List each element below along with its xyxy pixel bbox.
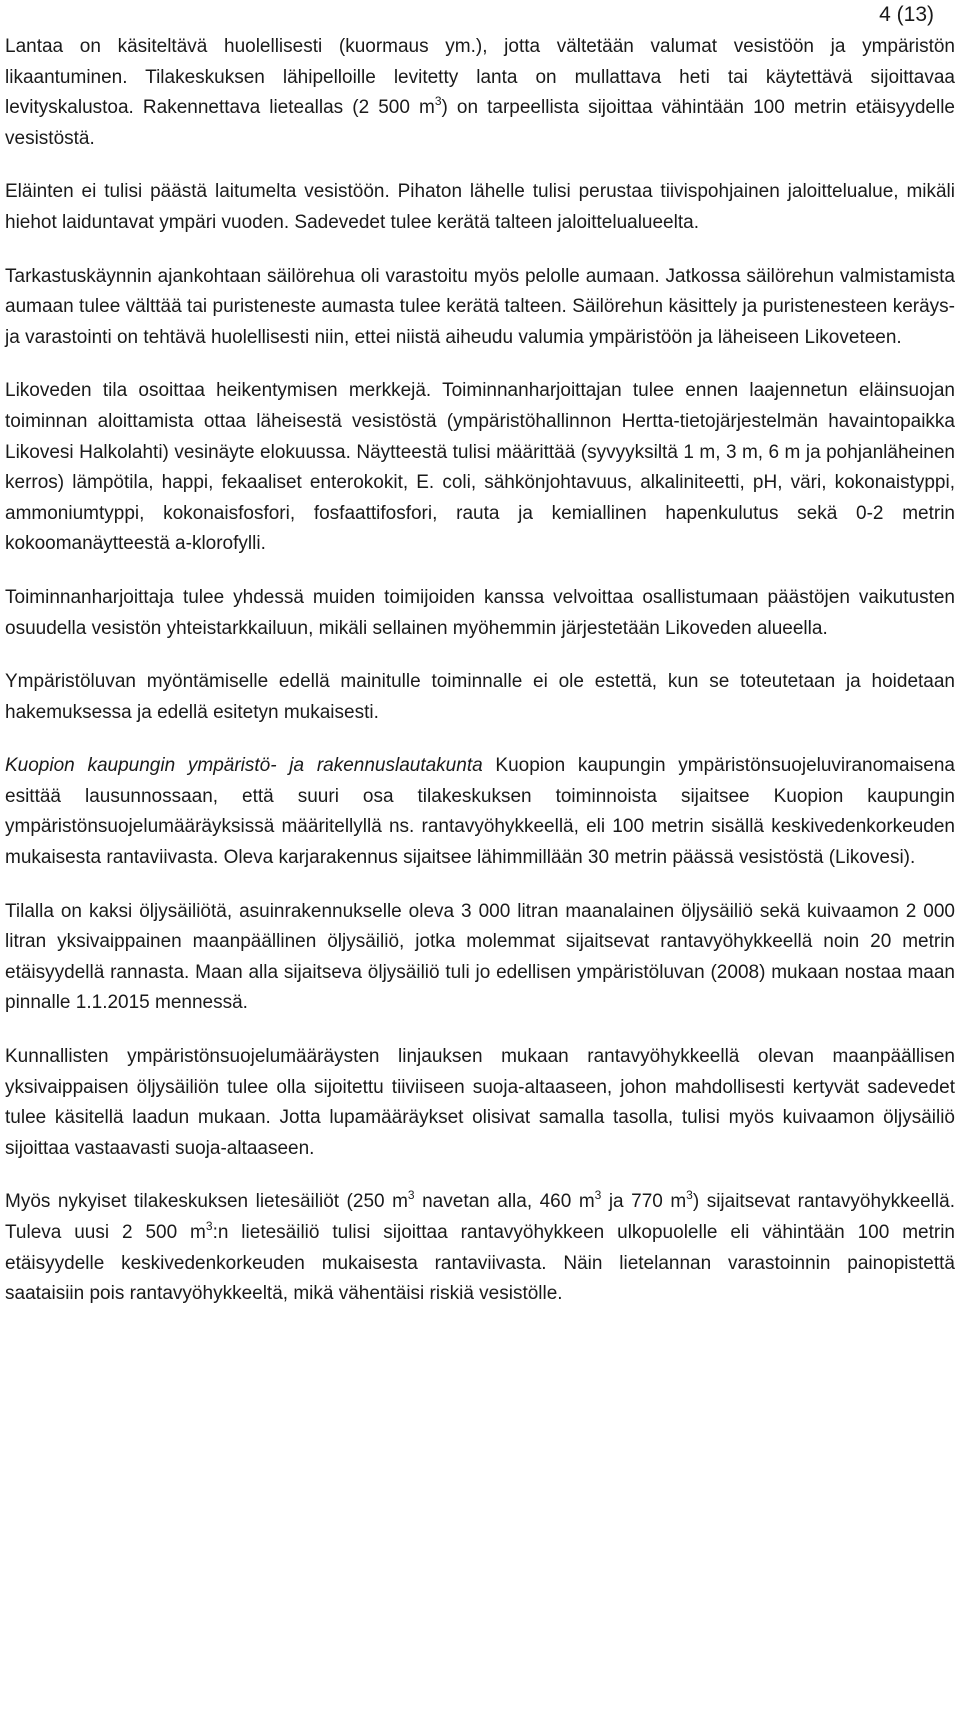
superscript: 3 [594,1188,602,1203]
superscript: 3 [686,1188,693,1203]
paragraph [5,1187,955,1309]
paragraph [5,751,955,873]
paragraph [5,667,955,728]
paragraph [5,32,955,154]
paragraph [5,897,955,1019]
text-run: ) on tarpeellista sijoittaa vähintään 100 metrin etäisyydelle vesistöstä. [5,97,955,149]
paragraph [5,1042,955,1164]
paragraph [5,262,955,354]
paragraph [5,177,955,238]
superscript: 3 [205,1219,213,1233]
text-run: Myös nykyiset tilakeskuksen lietesäiliöt (250 m [5,1191,408,1213]
text-run: Kunnallisten ympäristönsuojelumääräysten linjauksen mukaan rantavyöhykkeellä olevan maanpäällisen yksivaippaisen öljysäiliön tulee olla sijoitettu tiiviiseen suoja-altaaseen, johon mahdollisesti kertyvät sadevedet tulee käsitellä laadun mukaan. Jotta lupamääräykset olisivat samalla tasolla, tulisi myös kuivaamon öljysäiliö sijoittaa vastaavasti suoja-altaaseen. [5,1046,955,1159]
text-run: Eläinten ei tulisi päästä laitumelta vesistöön. Pihaton lähelle tulisi perustaa tiivispohjainen jaloittelualue, mikäli hiehot laiduntavat ympäri vuoden. Sadevedet tulee kerätä talteen jaloittelualueelta. [5,181,955,233]
paragraph [5,376,955,560]
text-run: Likoveden tila osoittaa heikentymisen merkkejä. Toiminnanharjoittajan tulee ennen laajennetun eläinsuojan toiminnan aloittamista ottaa läheisestä vesistöstä (ympäristöhallinnon Hertta-tietojärjestelmän havaintopaikka Likovesi Halkolahti) vesinäyte elokuussa. Näytteestä tulisi määrittää (syvyyksiltä 1 m, 3 m, 6 m ja pohjanläheinen kerros) lämpötila, happi, fekaaliset enterokokit, E. coli, sähkönjohtavuus, alkaliniteetti, pH, väri, kokonaistyppi, ammoniumtyppi, kokonaisfosfori, fosfaattifosfori, rauta ja kemiallinen hapenkulutus sekä 0-2 metrin kokoomanäytteestä a-klorofylli. [5,380,955,555]
document-body [5,32,955,1333]
text-run: navetan alla, 460 m [414,1191,595,1213]
text-run: Tilalla on kaksi öljysäiliötä, asuinrakennukselle oleva 3 000 litran maanalainen öljysäiliö sekä kuivaamon 2 000 litran yksivaippainen maanpäällinen öljysäiliö, jotka molemmat sijaitsevat rantavyöhykkeellä noin 20 metrin etäisyydellä rannasta. Maan alla sijaitseva öljysäiliö tuli jo edellisen ympäristöluvan (2008) mukaan nostaa maan pinnalle 1.1.2015 mennessä. [5,900,955,1014]
text-run: Lantaa on käsiteltävä huolellisesti (kuormaus ym.), jotta vältetään valumat vesistöön ja ympäristön likaantuminen. Tilakeskuksen lähipelloille levitetty lanta on mullattava heti tai käytettävä sijoittavaa levityskalustoa. Rakennettava lieteallas (2 500 m [5,36,955,119]
text-run: ja 770 m [601,1191,687,1213]
text-run: ) sijaitsevat rantavyöhykkeellä. Tuleva uusi 2 500 m [5,1191,955,1243]
text-run: Ympäristöluvan myöntämiselle edellä mainitulle toiminnalle ei ole estettä, kun se toteutetaan ja hoidetaan hakemuksessa ja edellä esitetyn mukaisesti. [5,671,955,723]
text-run: Toiminnanharjoittaja tulee yhdessä muiden toimijoiden kanssa velvoittaa osallistumaan päästöjen vaikutusten osuudella vesistön yhteistarkkailuun, mikäli sellainen myöhemmin järjestetään Likoveden alueella. [5,586,955,639]
superscript: 3 [434,94,442,109]
page-number: 4 (13) [879,3,934,26]
text-run: Tarkastuskäynnin ajankohtaan säilörehua oli varastoitu myös pelolle aumaan. Jatkossa säilörehun valmistamista aumaan tulee välttää tai puristeneste aumasta tulee kerätä talteen. Säilörehun käsittely ja puristenesteen keräys- ja varastointi on tehtävä huolellisesti niin, ettei niistä aiheudu valumia ympäristöön ja läheiseen Likoveteen. [5,265,955,348]
italic-text: Kuopion kaupungin ympäristö- ja rakennuslautakunta [5,755,483,777]
text-run: :n lietesäiliö tulisi sijoittaa rantavyöhykkeen ulkopuolelle eli vähintään 100 metrin etäisyydelle keskivedenkorkeuden mukaisesta rantaviivasta. Näin lietelannan varastoinnin painopistettä saataisiin pois rantavyöhykkeeltä, mikä vähentäisi riskiä vesistölle. [5,1222,955,1305]
superscript: 3 [407,1188,415,1203]
text-run: Kuopion kaupungin ympäristönsuojeluviranomaisena esittää lausunnossaan, että suuri osa tilakeskuksen toiminnoista sijaitsee Kuopion kaupungin ympäristönsuojelumääräyksissä määritellyllä ns. rantavyöhykkeellä, eli 100 metrin sisällä keskivedenkorkeuden mukaisesta rantaviivasta. Oleva karjarakennus sijaitsee lähimmillään 30 metrin päässä vesistöstä (Likovesi). [5,755,955,869]
paragraph [5,583,955,644]
